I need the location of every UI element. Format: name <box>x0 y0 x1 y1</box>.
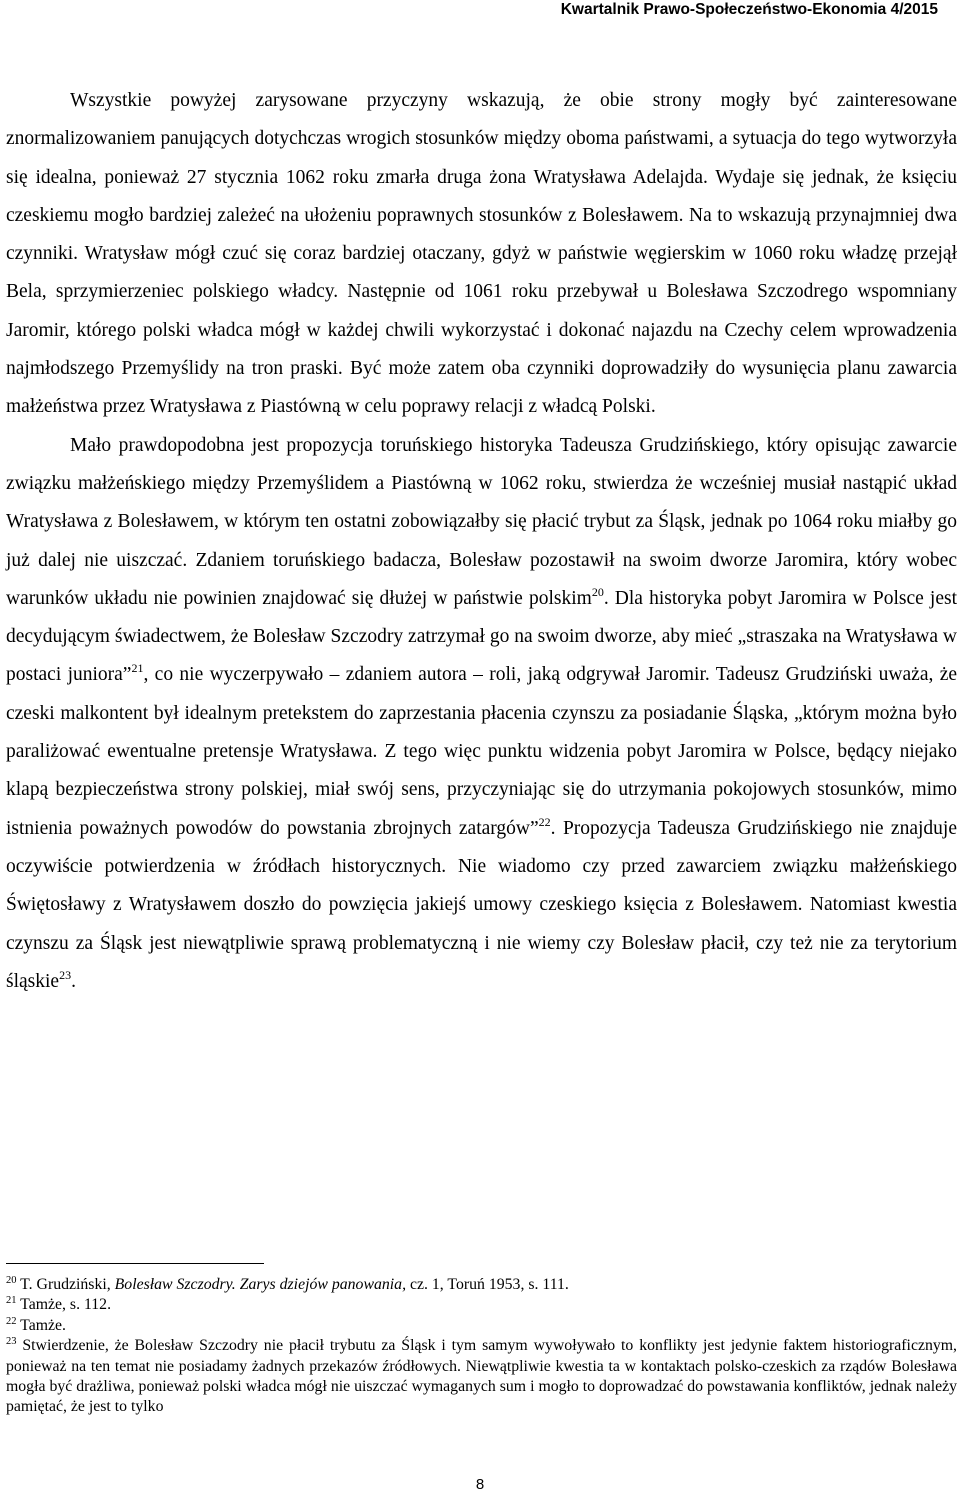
footnote-text: Stwierdzenie, że Bolesław Szczodry nie płacił trybutu za Śląsk i tym samym wywoływało to konflikty jest jedynie faktem historiograficznym, ponieważ na ten temat nie posiadamy żadnych przekazów źródłowych. Niewątpliwie kwestia ta w kontaktach polsko-czeskich za rządów Bolesława mogła być drażliwa, ponieważ polski władca mógł nie uiszczać wymaganych sum i mogło to doprowadzać do powstawania konfliktów, jednak należy pamiętać, że jest to tylko <box>6 1337 957 1416</box>
paragraph-text: . Dla historyka pobyt Jaromira w Polsce jest decydującym świadectwem, że Bolesław Szczodry zatrzymał go na swoim dworze, aby mieć „straszaka na Wratysława w postaci juniora” <box>6 587 957 686</box>
page-number: 8 <box>475 1476 485 1493</box>
paragraph-text: . <box>71 970 76 992</box>
running-header: Kwartalnik Prawo-Społeczeństwo-Ekonomia 4/2015 <box>560 1 938 18</box>
footnote-text: Tamże. <box>16 1316 66 1334</box>
footnote-ref[interactable]: 20 <box>591 584 604 599</box>
footnote-ref[interactable]: 21 <box>131 661 144 676</box>
footnote-book-title: Bolesław Szczodry. Zarys dziejów panowania, <box>114 1276 407 1293</box>
footnote-number: 22 <box>6 1315 17 1327</box>
footnote-text: T. Grudziński, <box>16 1276 115 1293</box>
footnote-text: cz. 1, Toruń 1953, s. 111. <box>406 1276 569 1293</box>
footnote-text: Tamże, s. 112. <box>16 1296 112 1314</box>
main-text <box>6 82 957 1001</box>
footnote <box>6 1295 957 1315</box>
footnote-ref[interactable]: 23 <box>59 967 72 982</box>
paragraph-text: . Propozycja Tadeusza Grudzińskiego nie znajduje oczywiście potwierdzenia w źródłach historycznych. Nie wiadomo czy przed zawarciem związku małżeńskiego Świętosławy z Wratysławem doszło do powzięcia jakiejś umowy czeskiego księcia z Bolesławem. Natomiast kwestia czynszu za Śląsk jest niewątpliwie sprawą problematyczną i nie wiemy czy Bolesław płacił, czy też nie za terytorium śląskie <box>6 817 957 992</box>
paragraph-text: , co nie wyczerpywało – zdaniem autora – roli, jaką odgrywał Jaromir. Tadeusz Grudziński uważa, że czeski malkontent był idealnym pretekstem do zaprzestania płacenia czynszu za posiadanie Śląska, „którym można było paraliżować ewentualne pretensje Wratysława. Z tego więc punktu widzenia pobyt Jaromira w Polsce, będący niejako klapą bezpieczeństwa strony polskiej, miał swój sens, przyczyniając się do utrzymania pokojowych stosunków, mimo istnienia poważnych powodów do powstania zbrojnych zatargów” <box>6 664 958 839</box>
footnote-number: 20 <box>6 1275 17 1286</box>
footnote-number: 23 <box>6 1336 17 1348</box>
footnote-number: 21 <box>6 1295 17 1307</box>
paragraph <box>6 427 957 1001</box>
paragraph-text: Mało prawdopodobna jest propozycja toruńskiego historyka Tadeusza Grudzińskiego, który opisując zawarcie związku małżeńskiego między Przemyślidem a Piastówną w 1062 roku, stwierdza że wcześniej musiał nastąpić układ Wratysława z Bolesławem, w którym ten ostatni zobowiązałby się płacić trybut za Śląsk, jednak po 1064 roku miałby go już dalej nie uiszczać. Zdaniem toruńskiego badacza, Bolesław pozostawił na swoim dworze Jaromira, który wobec warunków układu nie powinien znajdować się dłużej w państwie polskim <box>6 434 957 609</box>
footnote-divider <box>6 1263 264 1264</box>
footnote <box>6 1275 957 1295</box>
footnote <box>6 1316 957 1336</box>
footnotes <box>6 1275 957 1418</box>
paragraph: Wszystkie powyżej zarysowane przyczyny wskazują, że obie strony mogły być zainteresowane znormalizowaniem panujących dotychczas wrogich stosunków między oboma państwami, a sytuacja do tego wytworzyła się idealna, ponieważ 27 stycznia 1062 roku zmarła druga żona Wratysława Adelajda. Wydaje się jednak, że księciu czeskiemu mogło bardziej zależeć na ułożeniu poprawnych stosunków z Bolesławem. Na to wskazują przynajmniej dwa czynniki. Wratysław mógł czuć się coraz bardziej otaczany, gdyż w państwie węgierskim w 1060 roku władzę przejął Bela, sprzymierzeniec polskiego władcy. Następnie od 1061 roku przebywał u Bolesława Szczodrego wspomniany Jaromir, którego polski władca mógł w każdej chwili wykorzystać i dokonać najazdu na Czechy celem wprowadzenia najmłodszego Przemyślidy na tron praski. Być może zatem oba czynniki doprowadziły do wysunięcia planu zawarcia małżeństwa przez Wratysława z Piastówną w celu poprawy relacji z władcą Polski. <box>6 90 957 418</box>
footnote <box>6 1336 957 1418</box>
footnote-ref[interactable]: 22 <box>538 814 551 829</box>
